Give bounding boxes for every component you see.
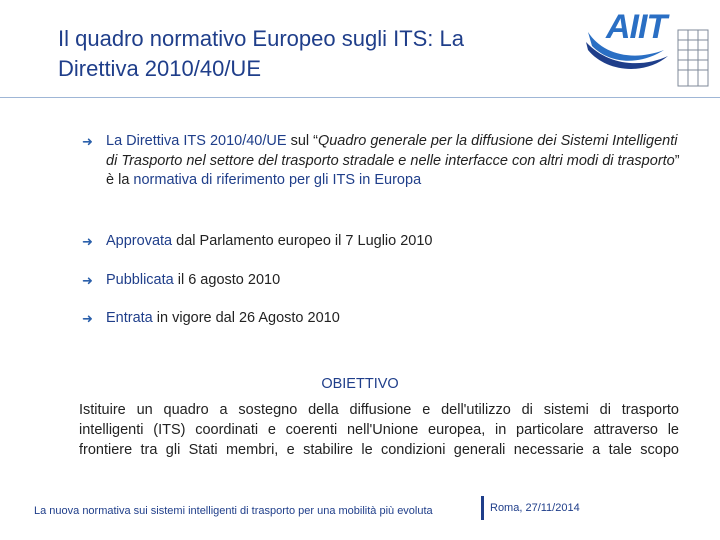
bullet-approved-text: dal Parlamento europeo il 7 Luglio 2010 (172, 233, 433, 249)
title-divider (0, 97, 720, 98)
objective-text (79, 400, 679, 460)
bullet-directive-part5: normativa di riferimento per gli ITS in Europa (133, 172, 422, 188)
footer-divider (481, 496, 484, 520)
footer-caption: La nuova normativa sui sistemi intelligenti di trasporto per una mobilità più evoluta (34, 505, 433, 517)
arrow-right-icon: ➜ (82, 234, 93, 249)
objective-line3: frontiere tra gli Stati membri, e stabilire le condizioni generali necessarie a tale scopo (79, 442, 679, 458)
logo-text: AIIT (606, 8, 667, 46)
bullet-published-keyword: Pubblicata (106, 271, 174, 288)
bullet-published-text: il 6 agosto 2010 (173, 271, 281, 288)
arrow-right-icon: ➜ (82, 311, 93, 326)
bullet-in-force-text: in vigore dal 26 Agosto 2010 (152, 310, 340, 326)
footer-date: Roma, 27/11/2014 (490, 502, 580, 514)
objective-line2: intelligenti (ITS) coordinati e coerenti nell'Unione europea, in particolare attraverso le (79, 422, 679, 438)
bullet-in-force (82, 309, 682, 329)
bullet-directive-part3: Quadro generale per la diffusione dei Sistemi Intelligenti di Trasporto nel settore del trasporto stradale e nelle interfacce con altri modi di trasporto (106, 133, 678, 169)
bullet-published (82, 271, 682, 291)
bullet-list (82, 132, 682, 329)
bullet-directive-part4: ” è la (106, 152, 680, 188)
arrow-right-icon: ➜ (82, 134, 93, 149)
bullet-directive (82, 132, 682, 212)
bullet-directive-part2: sul “ (286, 133, 318, 149)
arrow-right-icon: ➜ (82, 272, 93, 288)
objective-line1: Istituire un quadro a sostegno della diffusione e dell'utilizzo di sistemi di trasporto (79, 402, 679, 418)
objective-title: OBIETTIVO (321, 376, 399, 392)
aiit-logo (582, 6, 712, 90)
bullet-approved (82, 232, 682, 252)
slide-title (58, 24, 578, 84)
slide-title-line2: Direttiva 2010/40/UE (58, 56, 261, 81)
bullet-in-force-keyword: Entrata (106, 310, 153, 326)
bullet-directive-part1: La Direttiva ITS 2010/40/UE (106, 133, 287, 149)
slide-title-line1: Il quadro normativo Europeo sugli ITS: La (58, 26, 465, 51)
bullet-approved-keyword: Approvata (106, 233, 173, 249)
